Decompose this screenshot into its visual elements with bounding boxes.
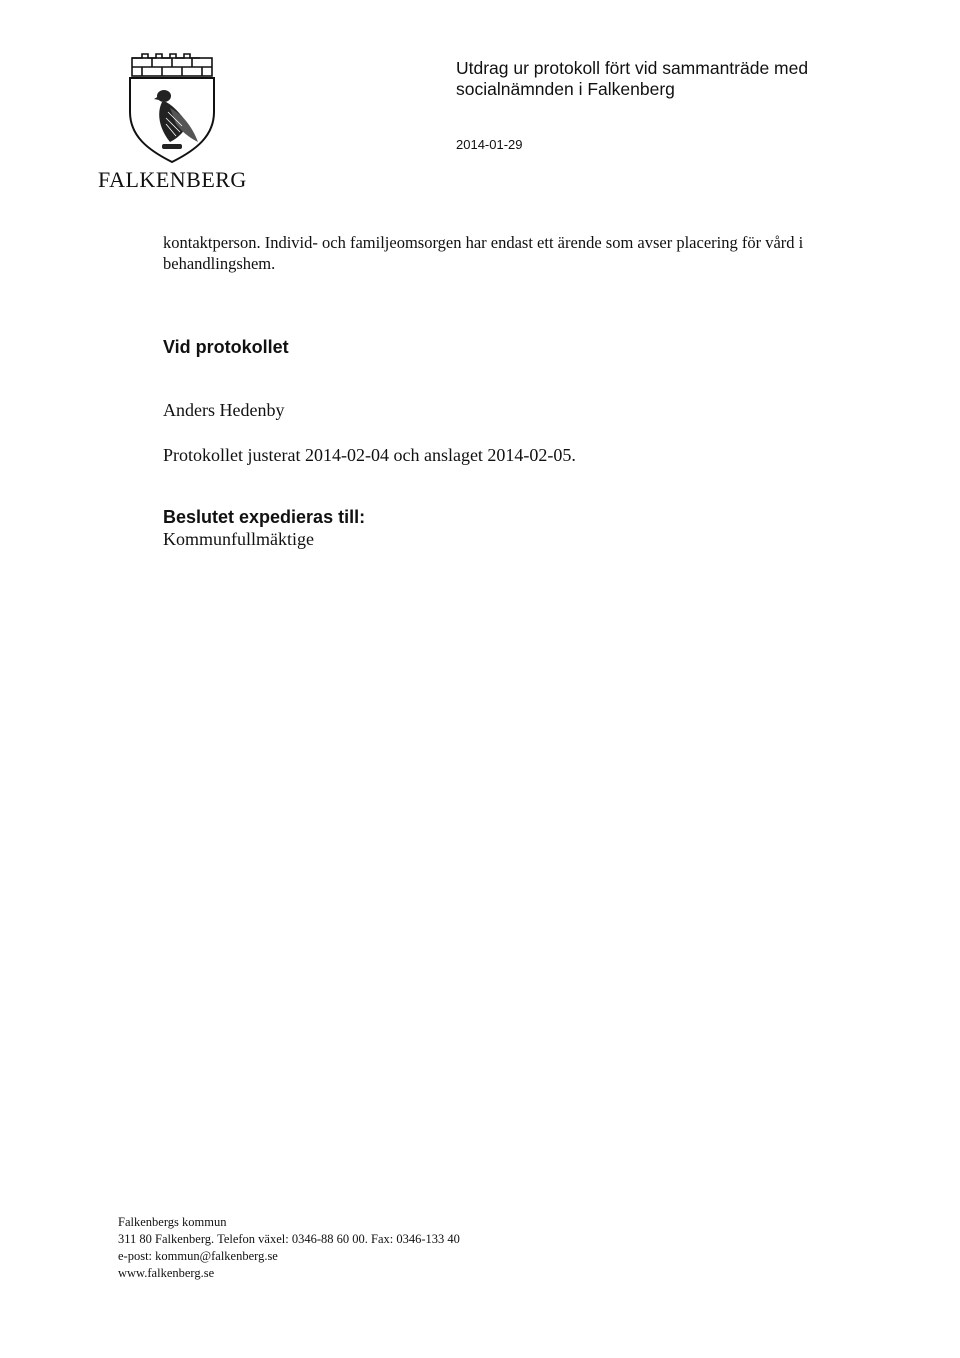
signer-name: Anders Hedenby xyxy=(163,400,285,420)
intro-line-2: behandlingshem. xyxy=(163,254,276,273)
footer-contact xyxy=(118,1214,460,1282)
footer-org: Falkenbergs kommun xyxy=(118,1215,227,1229)
intro-line-1: kontaktperson. Individ- och familjeomsorgen har endast ett ärende som avser placering för vård i xyxy=(163,233,804,252)
title-line-2: socialnämnden i Falkenberg xyxy=(456,79,675,99)
vid-protokollet-heading: Vid protokollet xyxy=(163,337,289,357)
intro-paragraph xyxy=(163,232,843,274)
footer-address: 311 80 Falkenberg. Telefon växel: 0346-88 60 00. Fax: 0346-133 40 xyxy=(118,1232,460,1246)
title-line-1: Utdrag ur protokoll fört vid sammanträde med xyxy=(456,58,809,78)
municipality-name: FALKENBERG xyxy=(98,167,247,192)
justering-statement: Protokollet justerat 2014-02-04 och anslaget 2014-02-05. xyxy=(163,445,576,465)
document-title xyxy=(456,58,876,100)
coat-of-arms-logo xyxy=(126,52,218,164)
footer-email: e-post: kommun@falkenberg.se xyxy=(118,1249,278,1263)
footer-website: www.falkenberg.se xyxy=(118,1266,215,1280)
expedieras-heading: Beslutet expedieras till: xyxy=(163,507,366,527)
meeting-date: 2014-01-29 xyxy=(456,137,523,152)
recipient: Kommunfullmäktige xyxy=(163,529,314,549)
